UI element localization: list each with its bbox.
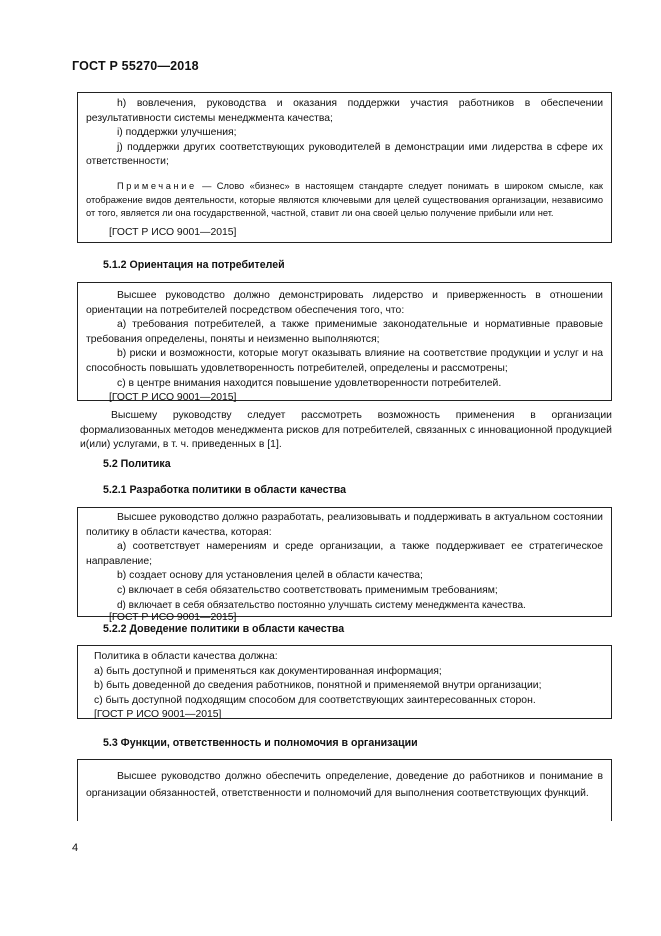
- box-intro: Политика в области качества должна:: [94, 651, 278, 662]
- item-j: j) поддержки других соответствующих руководителей в демонстрации ими лидерства в сфере их ответственности;: [86, 141, 603, 168]
- item-c: c) в центре внимания находится повышение удовлетворенности потребителей.: [117, 377, 502, 389]
- note-text: — Слово «бизнес» в настоящем стандарте следует понимать в широком смысле, как отображение видов деятельности, которые являются ключевыми для целей существования организации, независимо от того, является ли она государственной, частной, ставит ли она своей целью получение прибыли или нет.: [86, 180, 603, 219]
- item-c: c) быть доступной подходящим способом для соответствующих заинтересованных сторон.: [94, 694, 536, 706]
- box-intro: Высшее руководство должно демонстрировать лидерство и приверженность в отношении ориентации на потребителей посредством обеспечения того, что:: [86, 290, 603, 316]
- heading-5-3: 5.3 Функции, ответственность и полномочия в организации: [103, 737, 418, 749]
- heading-5-1-2: 5.1.2 Ориентация на потребителей: [103, 259, 285, 271]
- heading-5-2-2: 5.2.2 Доведение политики в области качества: [103, 623, 345, 635]
- source-reference: [ГОСТ Р ИСО 9001—2015]: [109, 226, 237, 238]
- quote-box-policy-development: [77, 507, 612, 624]
- paragraph-text: Высшему руководству следует рассмотреть возможность применения в организации формализованных методов менеджмента рисков для потребителей, связанных с инновационной продукцией и(или) услугами, в т. ч. приведенных в [1].: [80, 410, 612, 451]
- source-reference: [ГОСТ Р ИСО 9001—2015]: [109, 392, 237, 404]
- item-c: c) включает в себя обязательство соответствовать применимым требованиям;: [117, 584, 498, 596]
- heading-5-2-1: 5.2.1 Разработка политики в области качества: [103, 484, 347, 496]
- page-number: 4: [72, 842, 79, 854]
- note-label: Примечание: [117, 180, 197, 191]
- item-a: а) требования потребителей, а также применимые законодательные и нормативные правовые требования определены, поняты и неизменно выполняются;: [86, 319, 603, 345]
- item-a: а) соответствует намерениям и среде организации, а также поддерживает ее стратегическое направление;: [86, 541, 603, 567]
- item-a: а) быть доступной и применяться как документированная информация;: [94, 665, 442, 677]
- quote-box-roles: [77, 759, 612, 821]
- document-header: ГОСТ Р 55270—2018: [72, 59, 199, 73]
- item-d: d) включает в себя обязательство постоянно улучшать систему менеджмента качества.: [117, 599, 526, 611]
- source-reference: [ГОСТ Р ИСО 9001—2015]: [109, 612, 237, 624]
- quote-box-customer-focus: [77, 282, 612, 404]
- note: [86, 180, 603, 221]
- quote-box-leadership: [77, 92, 612, 243]
- item-b: b) быть доведенной до сведения работников, понятной и применяемой внутри организации;: [94, 680, 542, 692]
- box-intro: Высшее руководство должно разработать, реализовывать и поддерживать в актуальном состоянии политику в области качества, которая:: [86, 512, 603, 538]
- heading-5-2: 5.2 Политика: [103, 458, 171, 470]
- item-h: h) вовлечения, руководства и оказания поддержки участия работников в обеспечении результативности системы менеджмента качества;: [86, 98, 603, 124]
- item-i: i) поддержки улучшения;: [117, 127, 237, 139]
- source-reference: [ГОСТ Р ИСО 9001—2015]: [94, 709, 222, 721]
- item-b: b) создает основу для установления целей в области качества;: [117, 570, 423, 582]
- box-text: Высшее руководство должно обеспечить определение, доведение до работников и понимание в организации обязанностей, ответственности и полномочий для выполнения соответствующих функций.: [86, 771, 603, 799]
- item-b: b) риски и возможности, которые могут оказывать влияние на соответствие продукции и услуг и на способность повышать удовлетворенность потребителей, определены и рассмотрены;: [86, 348, 603, 374]
- paragraph-customer-risk: [80, 409, 612, 453]
- quote-box-policy-communication: [77, 645, 612, 719]
